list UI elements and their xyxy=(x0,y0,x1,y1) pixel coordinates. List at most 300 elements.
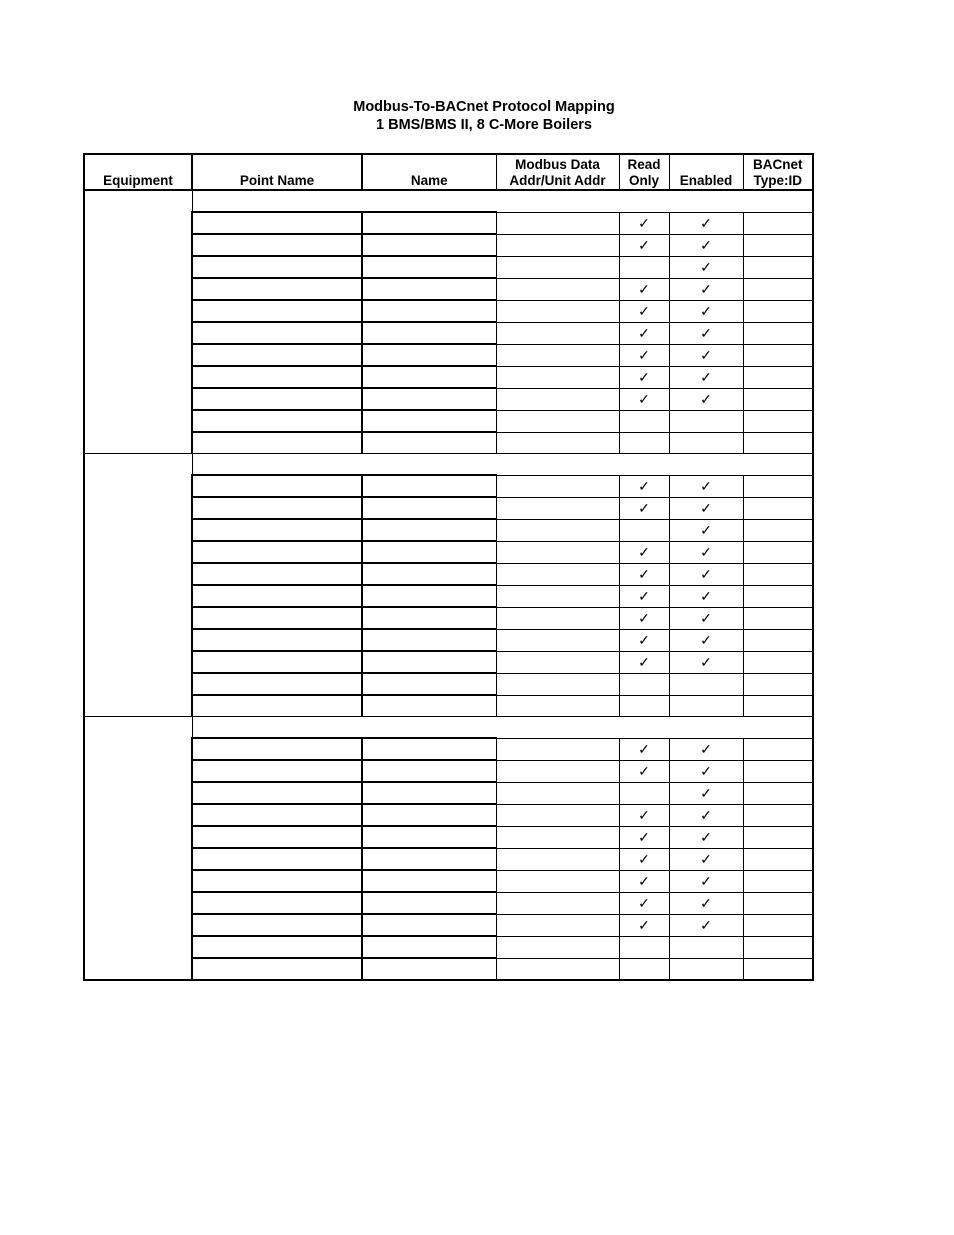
bacnet-type-cell xyxy=(743,607,813,629)
name-cell xyxy=(362,585,496,607)
modbus-addr-cell xyxy=(496,607,619,629)
bacnet-type-cell xyxy=(743,212,813,234)
modbus-addr-cell xyxy=(496,344,619,366)
checkmark-icon: ✓ xyxy=(700,587,712,604)
read-only-cell xyxy=(619,541,669,563)
equipment-cell xyxy=(84,454,192,717)
modbus-addr-cell xyxy=(496,541,619,563)
checkmark-icon: ✓ xyxy=(638,390,650,407)
checkmark-icon: ✓ xyxy=(700,499,712,516)
bacnet-type-cell xyxy=(743,651,813,673)
name-cell xyxy=(362,278,496,300)
point-name-cell xyxy=(192,585,362,607)
group-spacer xyxy=(192,454,813,476)
table-row xyxy=(84,782,813,804)
read-only-cell xyxy=(619,344,669,366)
enabled-cell xyxy=(669,432,743,454)
modbus-addr-cell xyxy=(496,475,619,497)
bacnet-type-cell xyxy=(743,322,813,344)
modbus-addr-cell xyxy=(496,256,619,278)
checkmark-icon: ✓ xyxy=(638,828,650,845)
table-row xyxy=(84,366,813,388)
read-only-cell xyxy=(619,760,669,782)
bacnet-type-cell xyxy=(743,541,813,563)
checkmark-icon: ✓ xyxy=(638,565,650,582)
point-name-cell xyxy=(192,300,362,322)
table-row xyxy=(84,585,813,607)
enabled-cell xyxy=(669,914,743,936)
point-name-cell xyxy=(192,212,362,234)
checkmark-icon: ✓ xyxy=(700,916,712,933)
table-row xyxy=(84,914,813,936)
name-cell xyxy=(362,519,496,541)
bacnet-type-cell xyxy=(743,629,813,651)
table-row xyxy=(84,607,813,629)
checkmark-icon: ✓ xyxy=(638,894,650,911)
point-name-cell xyxy=(192,826,362,848)
enabled-cell xyxy=(669,388,743,410)
checkmark-icon: ✓ xyxy=(700,280,712,297)
bacnet-type-cell xyxy=(743,366,813,388)
name-cell xyxy=(362,432,496,454)
table-row xyxy=(84,695,813,717)
table-row xyxy=(84,892,813,914)
checkmark-icon: ✓ xyxy=(700,214,712,231)
bacnet-type-cell xyxy=(743,234,813,256)
enabled-cell xyxy=(669,760,743,782)
enabled-cell xyxy=(669,519,743,541)
bacnet-type-cell xyxy=(743,388,813,410)
name-cell xyxy=(362,804,496,826)
modbus-addr-cell xyxy=(496,936,619,958)
checkmark-icon: ✓ xyxy=(700,631,712,648)
modbus-addr-cell xyxy=(496,760,619,782)
enabled-cell xyxy=(669,958,743,980)
bacnet-type-cell xyxy=(743,475,813,497)
point-name-cell xyxy=(192,410,362,432)
bacnet-type-cell xyxy=(743,410,813,432)
table-row xyxy=(84,958,813,980)
enabled-cell xyxy=(669,300,743,322)
table-row xyxy=(84,234,813,256)
table-row xyxy=(84,322,813,344)
read-only-cell xyxy=(619,892,669,914)
read-only-cell xyxy=(619,695,669,717)
header-name: Name xyxy=(362,154,496,190)
enabled-cell xyxy=(669,475,743,497)
enabled-cell xyxy=(669,563,743,585)
name-cell xyxy=(362,782,496,804)
checkmark-icon: ✓ xyxy=(700,653,712,670)
header-point-name: Point Name xyxy=(192,154,362,190)
table-row xyxy=(84,256,813,278)
modbus-addr-cell xyxy=(496,870,619,892)
modbus-addr-cell xyxy=(496,695,619,717)
point-name-cell xyxy=(192,541,362,563)
table-row xyxy=(84,826,813,848)
header-row xyxy=(84,154,813,190)
modbus-addr-cell xyxy=(496,651,619,673)
read-only-cell xyxy=(619,914,669,936)
point-name-cell xyxy=(192,563,362,585)
point-name-cell xyxy=(192,914,362,936)
name-cell xyxy=(362,410,496,432)
table-row xyxy=(84,738,813,760)
modbus-addr-cell xyxy=(496,519,619,541)
enabled-cell xyxy=(669,870,743,892)
modbus-addr-cell xyxy=(496,804,619,826)
name-cell xyxy=(362,629,496,651)
read-only-cell xyxy=(619,782,669,804)
modbus-addr-cell xyxy=(496,300,619,322)
modbus-addr-cell xyxy=(496,892,619,914)
point-name-cell xyxy=(192,234,362,256)
name-cell xyxy=(362,738,496,760)
enabled-cell xyxy=(669,497,743,519)
checkmark-icon: ✓ xyxy=(700,740,712,757)
checkmark-icon: ✓ xyxy=(700,368,712,385)
read-only-cell xyxy=(619,366,669,388)
modbus-addr-cell xyxy=(496,738,619,760)
enabled-cell xyxy=(669,256,743,278)
enabled-cell xyxy=(669,892,743,914)
name-cell xyxy=(362,826,496,848)
bacnet-type-cell xyxy=(743,870,813,892)
checkmark-icon: ✓ xyxy=(638,916,650,933)
name-cell xyxy=(362,497,496,519)
table-row xyxy=(84,541,813,563)
enabled-cell xyxy=(669,278,743,300)
modbus-addr-cell xyxy=(496,585,619,607)
enabled-cell xyxy=(669,782,743,804)
name-cell xyxy=(362,234,496,256)
bacnet-type-cell xyxy=(743,848,813,870)
checkmark-icon: ✓ xyxy=(638,302,650,319)
modbus-addr-cell xyxy=(496,848,619,870)
table-row xyxy=(84,212,813,234)
checkmark-icon: ✓ xyxy=(638,740,650,757)
checkmark-icon: ✓ xyxy=(638,806,650,823)
enabled-cell xyxy=(669,234,743,256)
equipment-cell xyxy=(84,190,192,454)
point-name-cell xyxy=(192,804,362,826)
header-bacnet-type: BACnet Type:ID xyxy=(743,154,813,190)
modbus-addr-cell xyxy=(496,914,619,936)
table-row xyxy=(84,651,813,673)
table-row xyxy=(84,519,813,541)
read-only-cell xyxy=(619,322,669,344)
name-cell xyxy=(362,958,496,980)
read-only-cell xyxy=(619,848,669,870)
read-only-cell xyxy=(619,563,669,585)
checkmark-icon: ✓ xyxy=(638,477,650,494)
table-row xyxy=(84,432,813,454)
bacnet-type-cell xyxy=(743,673,813,695)
bacnet-type-cell xyxy=(743,695,813,717)
read-only-cell xyxy=(619,432,669,454)
name-cell xyxy=(362,322,496,344)
checkmark-icon: ✓ xyxy=(638,214,650,231)
enabled-cell xyxy=(669,804,743,826)
checkmark-icon: ✓ xyxy=(700,258,712,275)
checkmark-icon: ✓ xyxy=(700,324,712,341)
table-row xyxy=(84,629,813,651)
read-only-cell xyxy=(619,212,669,234)
enabled-cell xyxy=(669,585,743,607)
table-row xyxy=(84,936,813,958)
document-subtitle: 1 BMS/BMS II, 8 C-More Boilers xyxy=(376,117,592,133)
name-cell xyxy=(362,212,496,234)
enabled-cell xyxy=(669,607,743,629)
bacnet-type-cell xyxy=(743,256,813,278)
modbus-addr-cell xyxy=(496,234,619,256)
name-cell xyxy=(362,475,496,497)
bacnet-type-cell xyxy=(743,804,813,826)
name-cell xyxy=(362,563,496,585)
read-only-cell xyxy=(619,804,669,826)
modbus-addr-cell xyxy=(496,278,619,300)
bacnet-type-cell xyxy=(743,585,813,607)
bacnet-type-cell xyxy=(743,738,813,760)
table-row xyxy=(84,475,813,497)
enabled-cell xyxy=(669,366,743,388)
table-row xyxy=(84,673,813,695)
name-cell xyxy=(362,936,496,958)
read-only-cell xyxy=(619,388,669,410)
group-header-row xyxy=(84,190,813,212)
modbus-addr-cell xyxy=(496,212,619,234)
bacnet-type-cell xyxy=(743,936,813,958)
checkmark-icon: ✓ xyxy=(700,762,712,779)
checkmark-icon: ✓ xyxy=(700,543,712,560)
bacnet-type-cell xyxy=(743,892,813,914)
bacnet-type-cell xyxy=(743,519,813,541)
checkmark-icon: ✓ xyxy=(700,894,712,911)
checkmark-icon: ✓ xyxy=(638,587,650,604)
point-name-cell xyxy=(192,651,362,673)
enabled-cell xyxy=(669,936,743,958)
point-name-cell xyxy=(192,958,362,980)
table-body xyxy=(84,190,813,980)
read-only-cell xyxy=(619,651,669,673)
name-cell xyxy=(362,651,496,673)
name-cell xyxy=(362,892,496,914)
modbus-addr-cell xyxy=(496,388,619,410)
point-name-cell xyxy=(192,366,362,388)
checkmark-icon: ✓ xyxy=(700,302,712,319)
checkmark-icon: ✓ xyxy=(638,609,650,626)
protocol-mapping-table xyxy=(83,153,814,981)
point-name-cell xyxy=(192,848,362,870)
table-row xyxy=(84,804,813,826)
modbus-addr-cell xyxy=(496,366,619,388)
enabled-cell xyxy=(669,410,743,432)
name-cell xyxy=(362,870,496,892)
point-name-cell xyxy=(192,738,362,760)
point-name-cell xyxy=(192,673,362,695)
modbus-addr-cell xyxy=(496,826,619,848)
name-cell xyxy=(362,607,496,629)
point-name-cell xyxy=(192,388,362,410)
checkmark-icon: ✓ xyxy=(700,236,712,253)
enabled-cell xyxy=(669,344,743,366)
name-cell xyxy=(362,256,496,278)
bacnet-type-cell xyxy=(743,278,813,300)
point-name-cell xyxy=(192,607,362,629)
equipment-cell xyxy=(84,717,192,981)
enabled-cell xyxy=(669,848,743,870)
enabled-cell xyxy=(669,541,743,563)
name-cell xyxy=(362,388,496,410)
read-only-cell xyxy=(619,519,669,541)
modbus-addr-cell xyxy=(496,497,619,519)
modbus-addr-cell xyxy=(496,563,619,585)
read-only-cell xyxy=(619,497,669,519)
enabled-cell xyxy=(669,651,743,673)
point-name-cell xyxy=(192,497,362,519)
bacnet-type-cell xyxy=(743,300,813,322)
name-cell xyxy=(362,541,496,563)
point-name-cell xyxy=(192,278,362,300)
bacnet-type-cell xyxy=(743,497,813,519)
modbus-addr-cell xyxy=(496,322,619,344)
document-title: Modbus-To-BACnet Protocol Mapping xyxy=(353,99,615,115)
checkmark-icon: ✓ xyxy=(638,280,650,297)
read-only-cell xyxy=(619,475,669,497)
header-equipment: Equipment xyxy=(84,154,192,190)
checkmark-icon: ✓ xyxy=(638,499,650,516)
group-spacer xyxy=(192,190,813,212)
checkmark-icon: ✓ xyxy=(700,390,712,407)
table-row xyxy=(84,870,813,892)
read-only-cell xyxy=(619,826,669,848)
point-name-cell xyxy=(192,256,362,278)
table-row xyxy=(84,760,813,782)
header-modbus-addr: Modbus Data Addr/Unit Addr xyxy=(496,154,619,190)
checkmark-icon: ✓ xyxy=(700,850,712,867)
read-only-cell xyxy=(619,673,669,695)
modbus-addr-cell xyxy=(496,410,619,432)
checkmark-icon: ✓ xyxy=(700,872,712,889)
read-only-cell xyxy=(619,629,669,651)
name-cell xyxy=(362,848,496,870)
checkmark-icon: ✓ xyxy=(700,346,712,363)
checkmark-icon: ✓ xyxy=(638,631,650,648)
point-name-cell xyxy=(192,344,362,366)
checkmark-icon: ✓ xyxy=(638,872,650,889)
point-name-cell xyxy=(192,870,362,892)
modbus-addr-cell xyxy=(496,432,619,454)
group-header-row xyxy=(84,454,813,476)
table-row xyxy=(84,497,813,519)
checkmark-icon: ✓ xyxy=(700,477,712,494)
read-only-cell xyxy=(619,234,669,256)
table-row xyxy=(84,410,813,432)
modbus-addr-cell xyxy=(496,673,619,695)
name-cell xyxy=(362,344,496,366)
modbus-addr-cell xyxy=(496,782,619,804)
checkmark-icon: ✓ xyxy=(700,565,712,582)
table-row xyxy=(84,344,813,366)
point-name-cell xyxy=(192,475,362,497)
point-name-cell xyxy=(192,892,362,914)
bacnet-type-cell xyxy=(743,563,813,585)
enabled-cell xyxy=(669,738,743,760)
enabled-cell xyxy=(669,212,743,234)
enabled-cell xyxy=(669,322,743,344)
read-only-cell xyxy=(619,936,669,958)
bacnet-type-cell xyxy=(743,782,813,804)
table-row xyxy=(84,848,813,870)
read-only-cell xyxy=(619,278,669,300)
bacnet-type-cell xyxy=(743,914,813,936)
table-row xyxy=(84,300,813,322)
checkmark-icon: ✓ xyxy=(700,806,712,823)
bacnet-type-cell xyxy=(743,826,813,848)
enabled-cell xyxy=(669,629,743,651)
group-spacer xyxy=(192,717,813,739)
point-name-cell xyxy=(192,936,362,958)
bacnet-type-cell xyxy=(743,760,813,782)
checkmark-icon: ✓ xyxy=(638,653,650,670)
checkmark-icon: ✓ xyxy=(638,324,650,341)
enabled-cell xyxy=(669,695,743,717)
point-name-cell xyxy=(192,695,362,717)
enabled-cell xyxy=(669,673,743,695)
checkmark-icon: ✓ xyxy=(638,368,650,385)
header-read-only: Read Only xyxy=(619,154,669,190)
group-header-row xyxy=(84,717,813,739)
name-cell xyxy=(362,366,496,388)
checkmark-icon: ✓ xyxy=(638,850,650,867)
point-name-cell xyxy=(192,322,362,344)
checkmark-icon: ✓ xyxy=(700,828,712,845)
name-cell xyxy=(362,673,496,695)
point-name-cell xyxy=(192,519,362,541)
enabled-cell xyxy=(669,826,743,848)
point-name-cell xyxy=(192,760,362,782)
name-cell xyxy=(362,914,496,936)
read-only-cell xyxy=(619,607,669,629)
header-enabled: Enabled xyxy=(669,154,743,190)
name-cell xyxy=(362,760,496,782)
read-only-cell xyxy=(619,256,669,278)
read-only-cell xyxy=(619,410,669,432)
bacnet-type-cell xyxy=(743,958,813,980)
modbus-addr-cell xyxy=(496,958,619,980)
bacnet-type-cell xyxy=(743,432,813,454)
bacnet-type-cell xyxy=(743,344,813,366)
checkmark-icon: ✓ xyxy=(638,346,650,363)
read-only-cell xyxy=(619,300,669,322)
read-only-cell xyxy=(619,585,669,607)
modbus-addr-cell xyxy=(496,629,619,651)
table-row xyxy=(84,563,813,585)
name-cell xyxy=(362,695,496,717)
checkmark-icon: ✓ xyxy=(638,543,650,560)
table-row xyxy=(84,388,813,410)
read-only-cell xyxy=(619,870,669,892)
name-cell xyxy=(362,300,496,322)
point-name-cell xyxy=(192,432,362,454)
table-row xyxy=(84,278,813,300)
point-name-cell xyxy=(192,629,362,651)
checkmark-icon: ✓ xyxy=(700,784,712,801)
checkmark-icon: ✓ xyxy=(700,521,712,538)
read-only-cell xyxy=(619,958,669,980)
checkmark-icon: ✓ xyxy=(638,762,650,779)
point-name-cell xyxy=(192,782,362,804)
